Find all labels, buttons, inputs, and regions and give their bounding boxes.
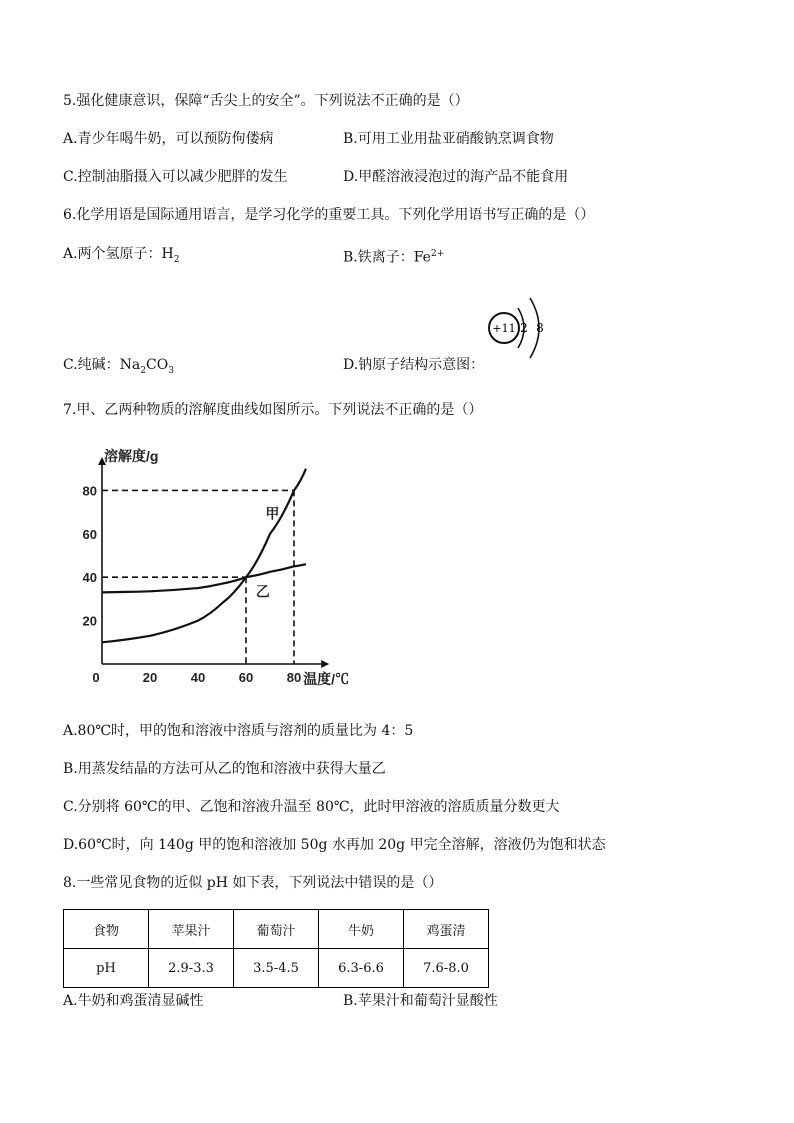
q6-option-a-text: A.两个氢原子：H [63,246,174,262]
series-line-jia [102,469,306,643]
q6-option-c-text-1: C.纯碱：Na [63,357,141,373]
ph-table [63,909,489,988]
x-tick-label: 0 [92,670,100,685]
shell-2-electrons: 8 [536,321,544,335]
y-tick-label: 20 [82,613,97,629]
q6-option-d: D.钠原子结构示意图： [343,357,485,373]
solubility-chart [70,446,390,696]
q6-option-c-text-2: CO [146,357,169,373]
series-label-jia: 甲 [265,505,280,522]
table-cell: pH [64,949,149,988]
series-line-yi [102,564,306,592]
x-axis-arrow [321,660,329,668]
q6-option-c [63,356,174,380]
q6-option-b-text: B.铁离子：Fe [343,249,431,266]
chart-series [102,469,306,643]
q5-option-c: C.控制油脂摄入可以减少肥胖的发生 [63,169,288,185]
y-tick-label: 40 [82,570,97,586]
nucleus-charge: +11 [492,322,516,335]
table-row [64,949,489,988]
q5-option-b: B.可用工业用盐亚硝酸钠烹调食物 [343,131,554,147]
x-tick-label: 20 [142,670,158,685]
x-tick-label: 60 [238,670,254,685]
q7-option-b: B.用蒸发结晶的方法可从乙的饱和溶液中获得大量乙 [63,761,386,777]
x-tick-label: 80 [286,670,302,685]
table-header-row [64,910,489,949]
x-axis-label: 温度/℃ [303,671,350,687]
q8-option-b: B.苹果汁和葡萄汁显酸性 [343,993,498,1009]
q7-option-c: C.分别将 60℃的甲、乙饱和溶液升温至 80℃，此时甲溶液的溶质质量分数更大 [63,799,560,815]
q7-option-a: A.80℃时，甲的饱和溶液中溶质与溶剂的质量比为 4：5 [63,723,414,739]
sodium-atom-diagram [484,290,554,370]
shell-1-electrons: 2 [520,321,528,335]
table-cell: 6.3-6.6 [319,949,404,988]
q5-option-d: D.甲醛溶液浸泡过的海产品不能食用 [343,169,569,185]
q8-option-a: A.牛奶和鸡蛋清显碱性 [63,993,204,1009]
y-tick-label: 80 [82,483,97,499]
q7-option-d: D.60℃时，向 140g 甲的饱和溶液加 50g 水再加 20g 甲完全溶解，溶液仍为饱和状态 [63,837,606,853]
q6-option-b [343,245,444,267]
y-tick-label: 60 [82,526,97,542]
chart-labels [83,448,350,687]
q5-option-a: A.青少年喝牛奶，可以预防佝偻病 [63,131,274,147]
q6-option-a [63,245,180,269]
table-header-cell: 食物 [64,910,149,949]
q6-stem: 6.化学用语是国际通用语言，是学习化学的重要工具。下列化学用语书写正确的是（） [63,207,595,223]
q7-stem: 7.甲、乙两种物质的溶解度曲线如图所示。下列说法不正确的是（） [63,402,483,418]
table-cell: 7.6-8.0 [404,949,489,988]
table-cell: 3.5-4.5 [234,949,319,988]
table-header-cell: 葡萄汁 [234,910,319,949]
q6-option-c-sub-2: 3 [168,365,174,376]
q6-option-c-sub-1: 2 [140,365,146,376]
y-axis-label: 溶解度/g [104,448,159,465]
table-cell: 2.9-3.3 [149,949,234,988]
q6-option-b-sup: 2+ [430,249,445,259]
series-label-yi: 乙 [255,583,270,600]
table-header-cell: 牛奶 [319,910,404,949]
q5-stem: 5.强化健康意识，保障“舌尖上的安全”。下列说法不正确的是（） [63,93,469,109]
q6-option-a-sub: 2 [173,254,180,265]
x-tick-label: 40 [190,670,206,685]
table-header-cell: 鸡蛋清 [404,910,489,949]
table-header-cell: 苹果汁 [149,910,234,949]
q8-stem: 8.一些常见食物的近似 pH 如下表，下列说法中错误的是（） [63,875,443,891]
